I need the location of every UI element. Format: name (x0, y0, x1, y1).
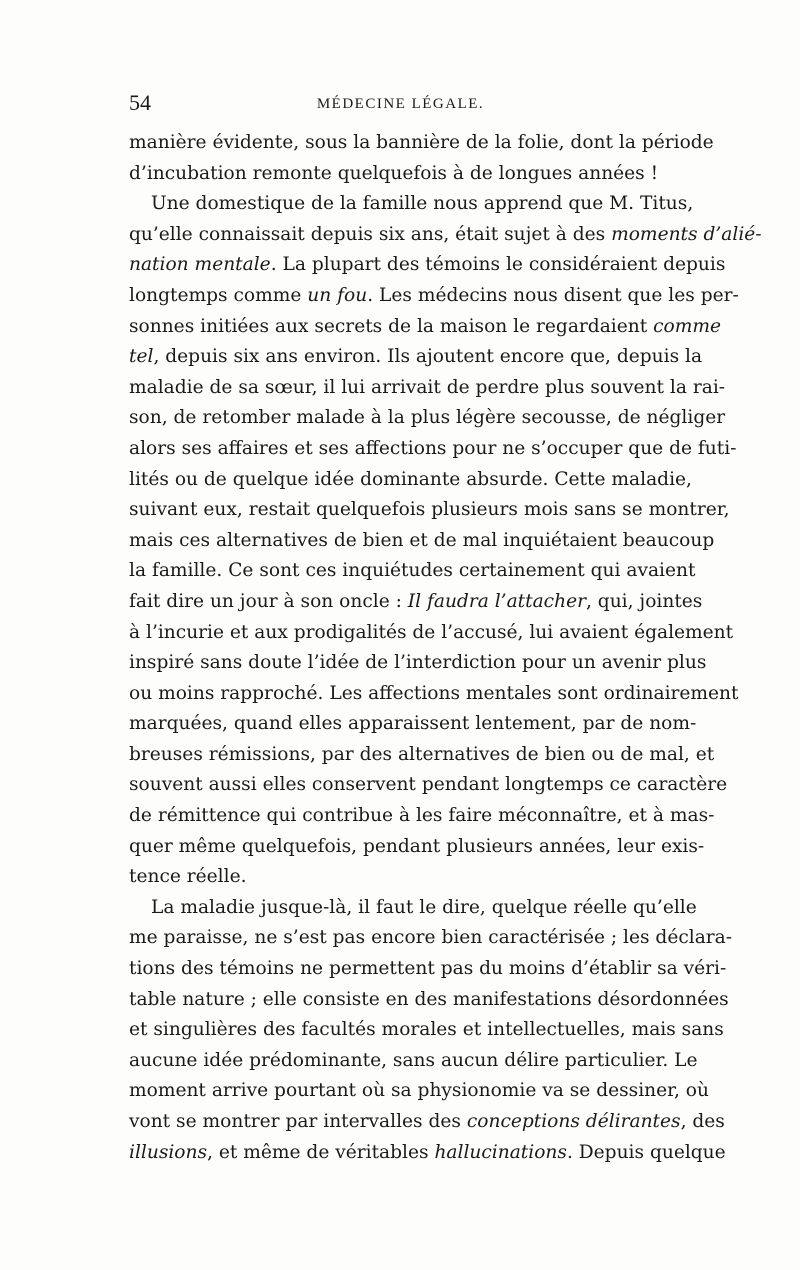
text-segment: aucune idée prédominante, sans aucun délire particulier. Le (129, 1049, 698, 1071)
text-segment: moment arrive pourtant où sa physionomie va se dessiner, où (129, 1080, 709, 1102)
text-segment: lités ou de quelque idée dominante absurde. Cette maladie, (129, 468, 692, 490)
text-line (129, 159, 672, 190)
text-line (129, 250, 726, 281)
text-line (129, 923, 733, 954)
text-segment: ou moins rapproché. Les affections mentales sont ordinairement (129, 682, 739, 704)
text-line (129, 403, 726, 434)
text-line (129, 220, 762, 251)
text-line (129, 954, 727, 985)
text-line (129, 618, 734, 649)
text-segment: , des (680, 1111, 725, 1132)
text-segment: la famille. Ce sont ces inquiétudes certainement qui avaient (129, 560, 696, 582)
italic-text-segment: illusions (129, 1141, 208, 1163)
text-segment: suivant eux, restait quelquefois plusieurs mois sans se montrer, (129, 499, 730, 521)
text-line (129, 281, 739, 312)
text-segment: son, de retomber malade à la plus légère secousse, de négliger (129, 407, 726, 429)
text-segment: , et même de véritables (207, 1141, 435, 1163)
text-line (129, 985, 729, 1016)
text-segment: de rémittence qui contribue à les faire méconnaître, et à mas- (129, 805, 715, 827)
text-segment: à l’incurie et aux prodigalités de l’accusé, lui avaient également (129, 621, 734, 643)
text-line (129, 465, 692, 496)
text-segment: sonnes initiées aux secrets de la maison le regardaient (129, 315, 654, 337)
text-line (129, 1107, 725, 1138)
body-text (129, 128, 762, 1168)
text-line (129, 587, 703, 618)
text-segment: . Depuis quelque (566, 1141, 726, 1163)
italic-text-segment: conceptions délirantes (466, 1111, 681, 1132)
text-segment: inspiré sans doute l’idée de l’interdiction pour un avenir plus (129, 652, 707, 674)
text-segment: . La plupart des témoins le considéraient depuis (270, 254, 726, 276)
text-line (129, 1046, 698, 1077)
text-line (129, 648, 707, 679)
text-segment: marquées, quand elles apparaissent lentement, par de nom- (129, 713, 697, 735)
text-line (129, 1015, 724, 1046)
text-segment: me paraisse, ne s’est pas encore bien caractérisée ; les déclara- (129, 927, 733, 949)
text-line (129, 342, 703, 373)
text-segment: fait dire un jour à son oncle : (129, 590, 408, 612)
text-segment: et singulières des facultés morales et intellectuelles, mais sans (129, 1019, 724, 1041)
italic-text-segment: tel (129, 346, 154, 368)
text-segment: . Les médecins nous disent que les per- (367, 284, 739, 306)
page-header (129, 90, 672, 120)
text-segment: souvent aussi elles conservent pendant longtemps ce caractère (129, 774, 728, 796)
text-segment: table nature ; elle consiste en des manifestations désordonnées (129, 988, 729, 1010)
text-line (129, 495, 730, 526)
italic-text-segment: un fou (307, 284, 368, 306)
text-segment: vont se montrer par intervalles des (129, 1111, 467, 1132)
text-segment: longtemps comme (129, 284, 308, 306)
text-line (129, 801, 715, 832)
text-line (129, 1138, 726, 1169)
text-segment: qu’elle connaissait depuis six ans, était sujet à des (129, 223, 612, 245)
text-segment: breuses rémissions, par des alternatives de bien ou de mal, et (129, 743, 715, 765)
text-segment: maladie de sa sœur, il lui arrivait de perdre plus souvent la rai- (129, 376, 726, 398)
text-segment: Une domestique de la famille nous apprend que M. Titus, (151, 193, 694, 215)
text-line (129, 556, 696, 587)
text-segment: mais ces alternatives de bien et de mal inquiétaient beaucoup (129, 529, 715, 551)
text-line (129, 832, 705, 863)
text-line (129, 128, 714, 159)
italic-text-segment: nation mentale (129, 254, 271, 276)
italic-text-segment: comme (653, 315, 721, 337)
text-line (129, 434, 737, 465)
text-segment: La maladie jusque-là, il faut le dire, quelque réelle qu’elle (151, 896, 697, 918)
text-segment: quer même quelquefois, pendant plusieurs années, leur exis- (129, 835, 705, 857)
text-line (129, 862, 672, 893)
text-segment: , qui, jointes (585, 590, 703, 612)
text-segment: alors ses affaires et ses affections pour ne s’occuper que de futi- (129, 437, 737, 459)
italic-text-segment: Il faudra l’attacher (407, 590, 586, 612)
text-segment: manière évidente, sous la bannière de la folie, dont la période (129, 132, 714, 153)
italic-text-segment: moments d’alié- (611, 223, 762, 245)
text-line (129, 770, 728, 801)
text-line (129, 373, 726, 404)
text-line (129, 740, 715, 771)
text-line (129, 1076, 709, 1107)
text-segment: tence réelle. (129, 866, 247, 888)
text-segment: d’incubation remonte quelquefois à de longues années ! (129, 162, 659, 184)
text-segment: , depuis six ans environ. Ils ajoutent encore que, depuis la (153, 346, 703, 368)
text-line (129, 709, 697, 740)
text-line (129, 526, 715, 557)
italic-text-segment: hallucinations (434, 1141, 567, 1163)
text-line (129, 189, 694, 220)
text-line (129, 312, 721, 343)
text-line (129, 679, 739, 710)
text-segment: tions des témoins ne permettent pas du moins d’établir sa véri- (129, 958, 727, 980)
page-number: 54 (129, 90, 151, 115)
running-title: MÉDECINE LÉGALE. (316, 96, 485, 112)
text-line (129, 893, 697, 924)
